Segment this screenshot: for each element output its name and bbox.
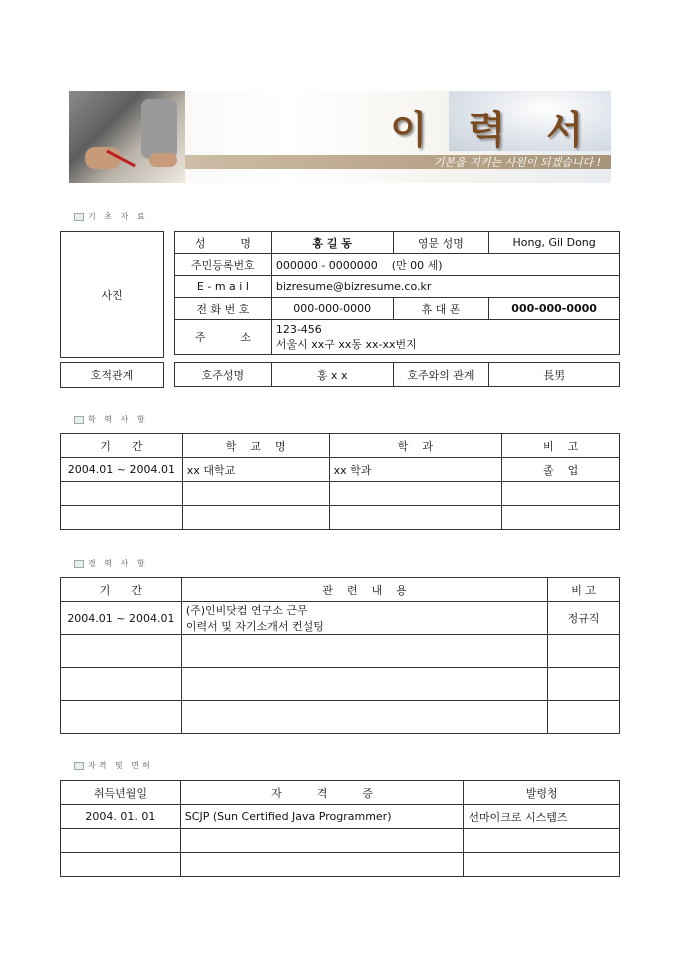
career-table [60,577,620,734]
edu-period [61,482,183,506]
edu-school [182,482,329,506]
table-row [61,805,620,829]
license-date [61,853,181,877]
license-header-name: 자 격 증 [180,781,464,805]
edu-major [329,506,502,530]
head-relation-value: 長男 [489,363,620,387]
address-value [271,320,619,355]
table-row [61,506,620,530]
table-row [61,458,620,482]
career-header-content: 관 련 내 용 [181,578,547,602]
career-content [181,635,547,668]
id-label: 주민등록번호 [175,254,272,276]
education-table [60,433,620,530]
table-row [61,829,620,853]
license-issuer: 선마이크로 시스템즈 [464,805,620,829]
license-header-issuer: 발령청 [464,781,620,805]
edu-period [61,506,183,530]
career-note [548,635,620,668]
career-content-line: 이력서 및 자기소개서 컨설팅 [185,620,324,633]
section-icon [74,213,84,221]
name-label: 성 명 [175,232,272,254]
career-note: 정규직 [548,602,620,635]
career-header-period: 기 간 [61,578,182,602]
relation-label-box [60,362,164,388]
table-row [61,635,620,668]
mobile-value: 000-000-0000 [489,298,620,320]
edu-note [502,506,620,530]
license-table [60,780,620,877]
career-header-note: 비 고 [548,578,620,602]
phone-label: 전 화 번 호 [175,298,272,320]
id-value: 000000 - 0000000 (만 00 세) [271,254,619,276]
edu-header-note: 비 고 [502,434,620,458]
address-zip: 123-456 [275,322,322,336]
mobile-label: 휴 대 폰 [393,298,489,320]
head-name-label: 호주성명 [175,363,272,387]
career-content [181,668,547,701]
head-relation-label: 호주와의 관계 [393,363,489,387]
edu-header-school: 학 교 명 [182,434,329,458]
section-icon [74,416,84,424]
phone-value: 000-000-0000 [271,298,393,320]
license-name: SCJP (Sun Certified Java Programmer) [180,805,464,829]
edu-school [182,506,329,530]
section-icon [74,560,84,568]
photo-label: 사진 [101,288,123,302]
section-license-title: 자격 및 면허 [74,760,153,771]
edu-note [502,482,620,506]
eng-name-label: 영문 성명 [393,232,489,254]
header-banner [69,91,611,183]
section-education-title: 학 력 사 항 [74,414,148,425]
section-career-title: 경 력 사 항 [74,558,148,569]
head-name-value: 홍 x x [271,363,393,387]
career-content [181,701,547,734]
email-value: bizresume@bizresume.co.kr [271,276,619,298]
address-label: 주 소 [175,320,272,355]
address-street: 서울시 xx구 xx동 xx-xx번지 [275,337,417,351]
license-date [61,829,181,853]
edu-header-period: 기 간 [61,434,183,458]
career-note [548,668,620,701]
license-name [180,829,464,853]
career-content-line: (주)인비닷컴 연구소 근무 [185,604,308,617]
eng-name-value: Hong, Gil Dong [489,232,620,254]
name-value: 홍 길 동 [271,232,393,254]
career-content [181,602,547,635]
photo-placeholder [60,231,164,358]
license-name [180,853,464,877]
license-header-date: 취득년월일 [61,781,181,805]
family-table [174,362,620,387]
edu-header-major: 학 과 [329,434,502,458]
career-period [61,668,182,701]
license-date: 2004. 01. 01 [61,805,181,829]
edu-school: xx 대학교 [182,458,329,482]
banner-photo-writing-hands [69,91,185,183]
edu-note: 졸 업 [502,458,620,482]
table-row [61,853,620,877]
table-row [61,482,620,506]
license-issuer [464,829,620,853]
edu-major [329,482,502,506]
table-row [61,668,620,701]
basic-info-table [174,231,620,355]
career-period: 2004.01 ~ 2004.01 [61,602,182,635]
license-issuer [464,853,620,877]
edu-major: xx 학과 [329,458,502,482]
section-basic-title: 기 초 자 료 [74,211,148,222]
relation-label: 호적관계 [90,369,134,382]
section-icon [74,762,84,770]
slogan: 기본을 지키는 사원이 되겠습니다 ! [433,156,601,169]
email-label: E - m a i l [175,276,272,298]
page-title: 이 력 서 [390,108,597,152]
career-period [61,701,182,734]
career-period [61,635,182,668]
career-note [548,701,620,734]
edu-period: 2004.01 ~ 2004.01 [61,458,183,482]
table-row [61,701,620,734]
table-row [61,602,620,635]
